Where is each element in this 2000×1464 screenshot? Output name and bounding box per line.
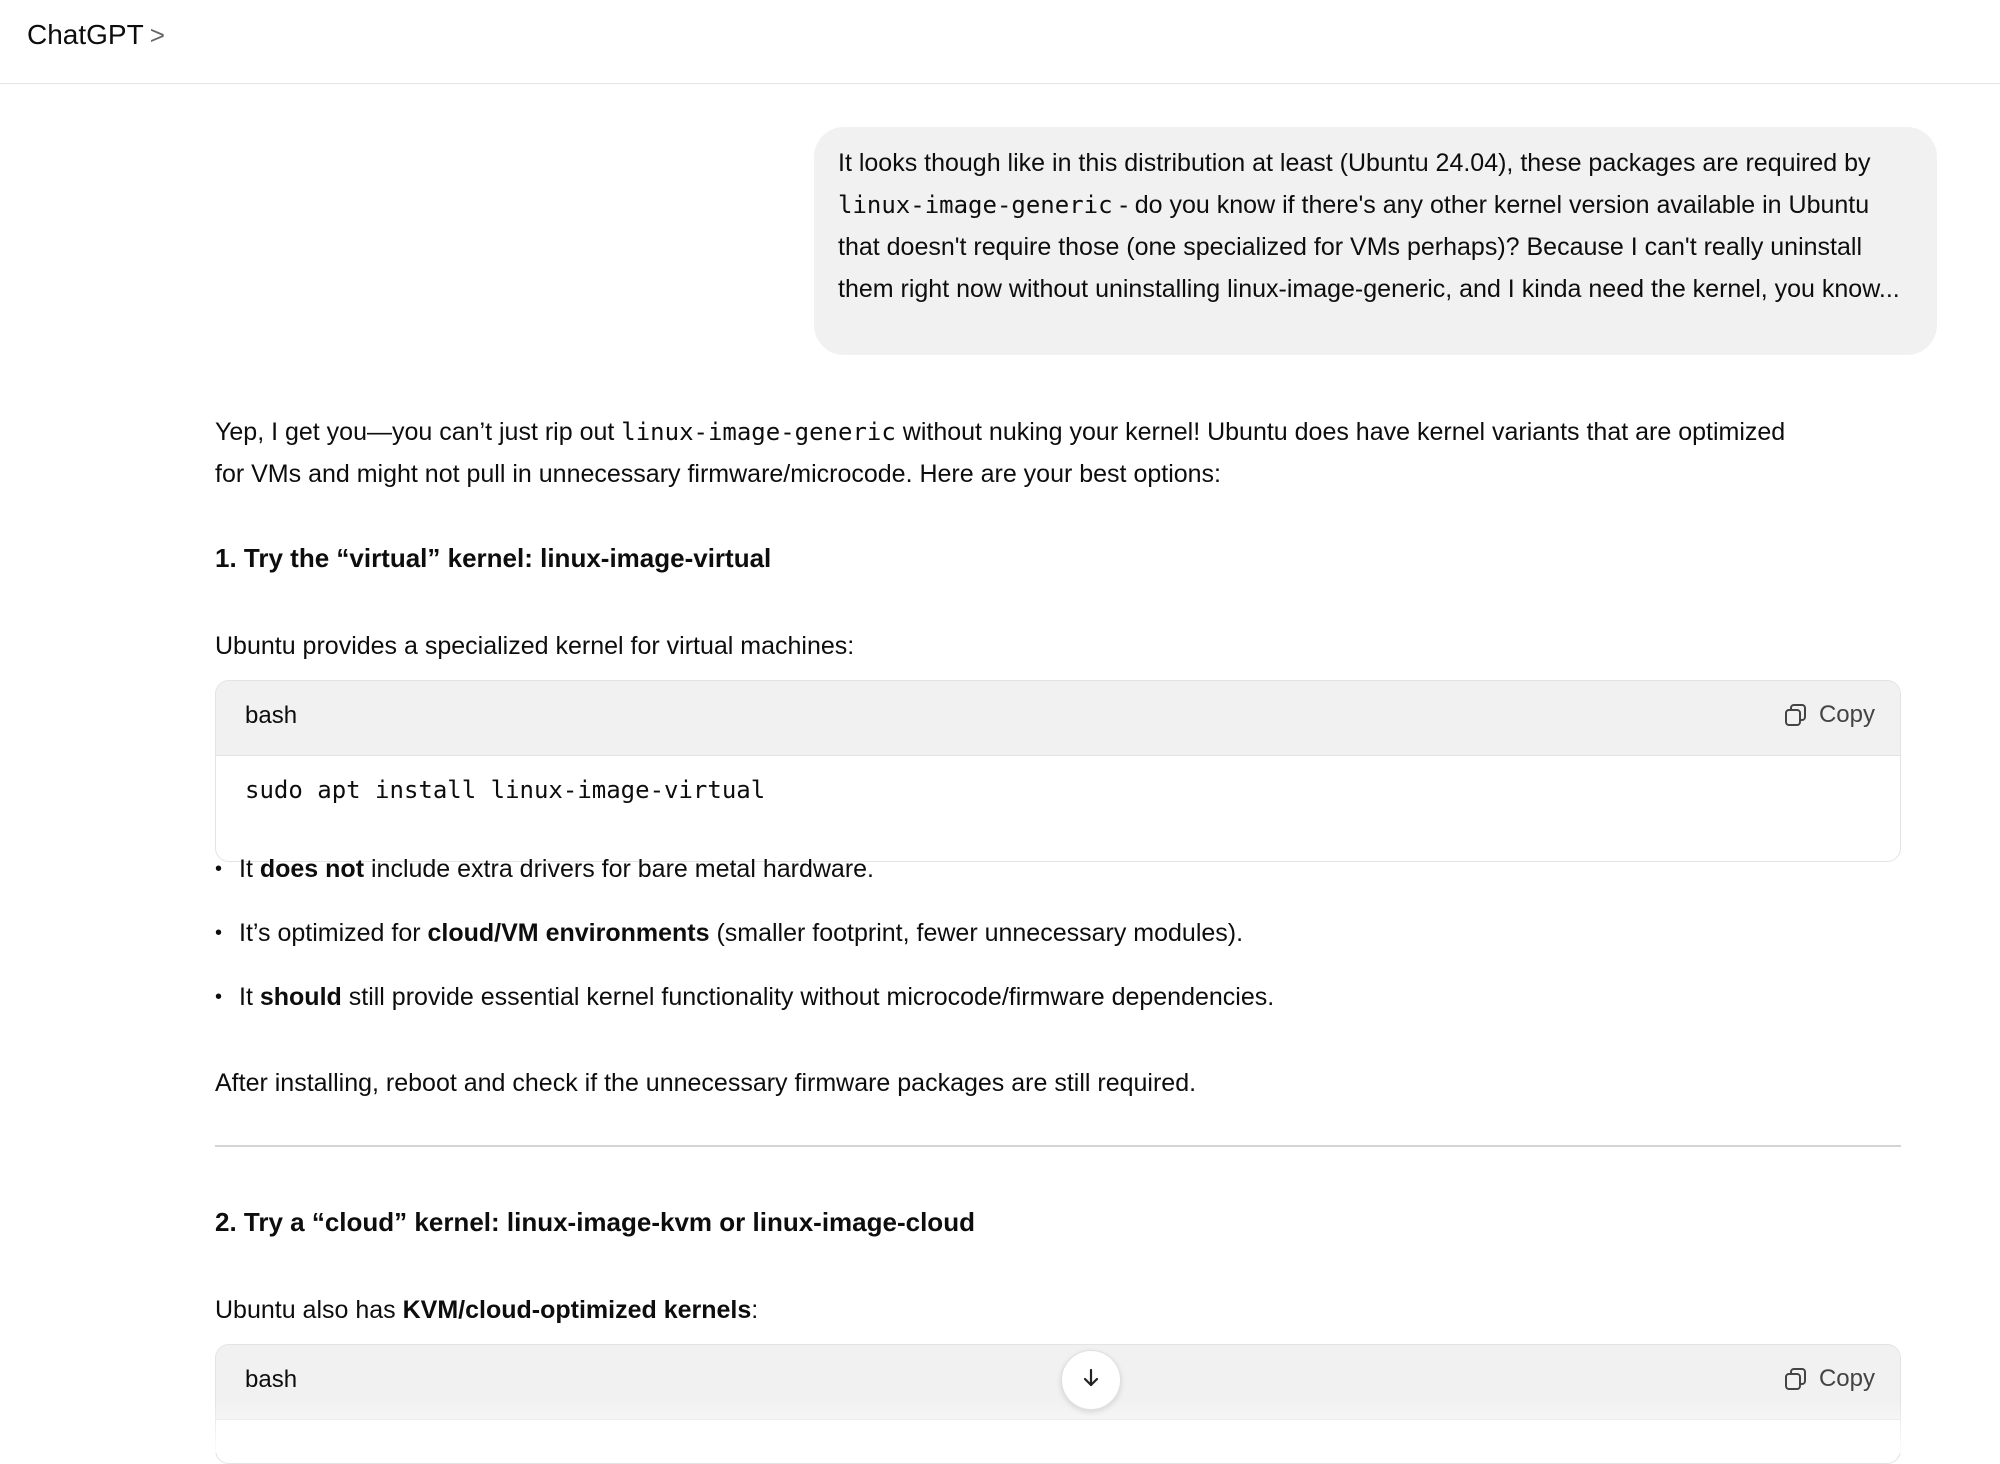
intro-inline-code: linux-image-generic [621, 418, 896, 446]
bullet-dot-icon: • [215, 858, 223, 880]
chevron-right-icon: > [149, 19, 165, 50]
top-bar [0, 0, 2000, 84]
model-selector[interactable] [27, 19, 165, 51]
code-content: sudo apt install linux-image-virtual [245, 776, 766, 804]
user-message-text-2: - do you know if there's any other kernel version available in Ubuntu that doesn't require those (one specialized for VMs perhaps)? Because I can't really uninstall them right now without uninstalling linux-image-generic, and I kinda need the kernel, you know... [838, 191, 1900, 303]
code-block-2 [215, 1344, 1901, 1464]
arrow-down-icon [1079, 1366, 1103, 1395]
code-block-1-header [216, 681, 1900, 756]
copy-code-button[interactable] [1783, 1365, 1875, 1393]
list-item: • It does not include extra drivers for bare metal hardware. [215, 855, 874, 883]
code-block-1 [215, 680, 1901, 862]
copy-label: Copy [1818, 701, 1875, 728]
copy-code-button[interactable] [1783, 701, 1875, 729]
intro-text-a: Yep, I get you—you can’t just rip out [215, 418, 622, 446]
scroll-to-bottom-button[interactable] [1061, 1350, 1121, 1410]
intro-line-1 [215, 411, 1785, 453]
copy-icon [1783, 1366, 1809, 1392]
code-language-label: bash [245, 1366, 298, 1393]
code-block-2-header [216, 1345, 1900, 1420]
user-message-bubble [814, 127, 1937, 355]
section-2-description: Ubuntu also has KVM/cloud-optimized kernels: [215, 1296, 759, 1324]
intro-text-b: without nuking your kernel! Ubuntu does have kernel variants that are optimized [895, 418, 1786, 446]
list-item: • It’s optimized for cloud/VM environments (smaller footprint, fewer unnecessary modules). [215, 919, 1244, 947]
bullet-dot-icon: • [215, 986, 223, 1008]
horizontal-divider [215, 1145, 1901, 1147]
code-language-label: bash [245, 702, 298, 729]
list-item: • It should still provide essential kernel functionality without microcode/firmware dependencies. [215, 983, 1275, 1011]
section-2-heading: 2. Try a “cloud” kernel: linux-image-kvm or linux-image-cloud [215, 1207, 975, 1237]
bullet-dot-icon: • [215, 922, 223, 944]
copy-label: Copy [1818, 1365, 1875, 1392]
section-1-description: Ubuntu provides a specialized kernel for virtual machines: [215, 632, 855, 660]
copy-icon [1783, 702, 1809, 728]
intro-line-2: for VMs and might not pull in unnecessary firmware/microcode. Here are your best options: [215, 460, 1222, 488]
section-1-heading: 1. Try the “virtual” kernel: linux-image-virtual [215, 543, 772, 573]
user-message-text-1: It looks though like in this distribution at least (Ubuntu 24.04), these packages are required by [838, 149, 1871, 177]
app-title-label: ChatGPT [27, 19, 144, 50]
section-1-after-text: After installing, reboot and check if the unnecessary firmware packages are still required. [215, 1069, 1197, 1097]
user-message-inline-code: linux-image-generic [838, 191, 1113, 219]
